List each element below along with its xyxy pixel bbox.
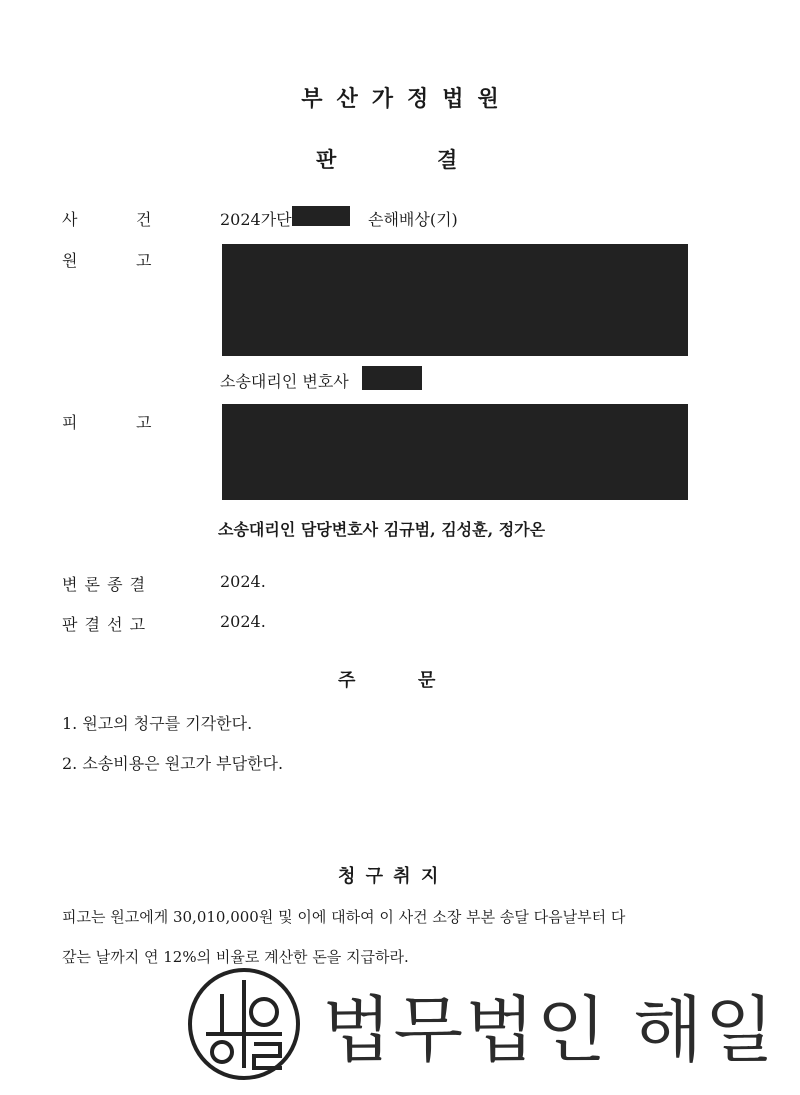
claim-title: 청 구 취 지 (338, 866, 441, 887)
defendant-label-2: 고 (136, 413, 152, 432)
case-label-1: 사 (62, 210, 78, 229)
claim-line-2: 갚는 날까지 연 12%의 비율로 계산한 돈을 지급하라. (62, 948, 409, 966)
doc-type-char-2: 결 (437, 147, 458, 172)
court-name: 부산가정법원 (301, 86, 513, 112)
redaction-plaintiff (222, 244, 688, 356)
doc-type-char-1: 판 (316, 147, 337, 172)
claim-line-1: 피고는 원고에게 30,010,000원 및 이에 대하여 이 사건 소장 부본 송달 다음날부터 다 (62, 908, 626, 926)
defendant-label-1: 피 (62, 413, 78, 432)
judgment-date-label: 판 결 선 고 (62, 615, 147, 634)
plaintiff-counsel: 소송대리인 변호사 (220, 372, 349, 391)
case-number: 2024가단 (220, 210, 292, 229)
closing-value: 2024. (220, 572, 266, 591)
redaction-case-number (292, 206, 350, 226)
order-title-char-2: 문 (418, 670, 436, 691)
closing-label: 변 론 종 결 (62, 575, 147, 594)
order-item-1: 1. 원고의 청구를 기각한다. (62, 714, 253, 733)
case-label-2: 건 (136, 210, 152, 229)
plaintiff-label-1: 원 (62, 251, 78, 270)
defendant-counsel: 소송대리인 담당변호사 김규범, 김성훈, 정가온 (218, 520, 546, 539)
order-item-2: 2. 소송비용은 원고가 부담한다. (62, 754, 284, 773)
law-firm-name: 법무법인 해일 (322, 988, 777, 1072)
redaction-plaintiff-counsel (362, 366, 422, 390)
redaction-defendant (222, 404, 688, 500)
order-title-char-1: 주 (338, 670, 356, 691)
case-name: 손해배상(기) (368, 210, 458, 229)
judgment-date-value: 2024. (220, 612, 266, 631)
law-firm-logo-icon (188, 968, 300, 1080)
plaintiff-label-2: 고 (136, 251, 152, 270)
